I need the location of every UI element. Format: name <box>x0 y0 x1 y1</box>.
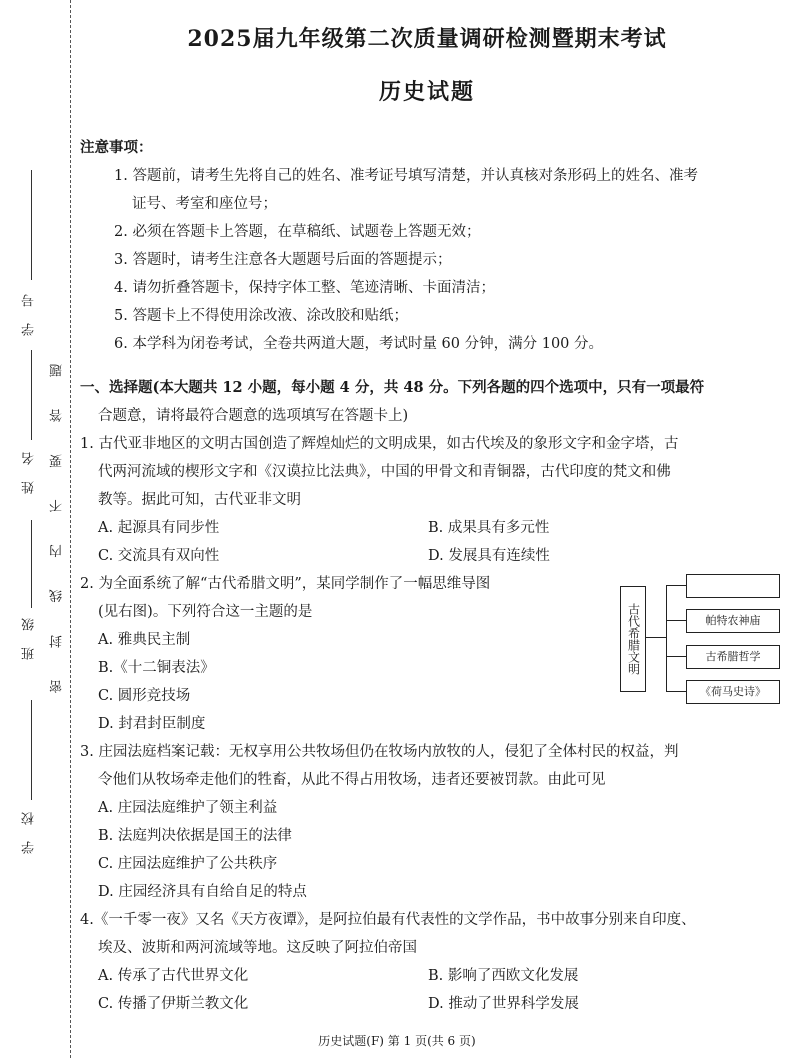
mind-map-box: 帕特农神庙 <box>686 609 780 633</box>
mind-map-blank-box <box>686 574 780 598</box>
notice-item: 5. 答题卡上不得使用涂改液、涂改胶和贴纸； <box>114 308 408 324</box>
mind-map-connector <box>666 656 686 657</box>
question-3-stem: 3. 庄园法庭档案记载：无权享用公共牧场但仍在牧场内放牧的人，侵犯了全体村民的权益，判 <box>80 744 679 760</box>
mind-map-connector <box>666 585 686 586</box>
student-id-blank <box>31 170 32 280</box>
seal-dashed-line <box>70 0 71 1058</box>
section-heading: 一、选择题(本大题共 12 小题，每小题 4 分，共 48 分。下列各题的四个选项中，只有一项最符 <box>80 379 705 396</box>
question-1-stem: 教等。据此可知，古代亚非文明 <box>98 492 301 508</box>
question-1-stem: 1. 古代亚非地区的文明古国创造了辉煌灿烂的文明成果，如古代埃及的象形文字和金字塔，古 <box>80 436 679 452</box>
question-4-options-row <box>80 990 780 1018</box>
seal-note: 密 封 线 内 不 要 答 题 <box>50 350 65 693</box>
mind-map-box: 《荷马史诗》 <box>686 680 780 704</box>
school-label: 学 校 <box>22 806 37 855</box>
question-4-options-row <box>80 962 780 990</box>
class-label: 班 级 <box>22 612 37 661</box>
option-b: B. 法庭判决依据是国王的法律 <box>98 828 292 844</box>
notice-item: 证号、考室和座位号； <box>132 196 277 212</box>
name-label: 姓 名 <box>22 446 37 495</box>
school-blank <box>31 700 32 800</box>
option-a: A. 传承了古代世界文化 <box>98 968 249 984</box>
name-blank <box>31 350 32 440</box>
question-1-stem: 代两河流域的楔形文字和《汉谟拉比法典》，中国的甲骨文和青铜器，古代印度的梵文和佛 <box>98 464 671 480</box>
option-b: B.《十二铜表法》 <box>98 660 215 676</box>
option-c: C. 圆形竞技场 <box>98 688 191 704</box>
page-title: 2025届九年级第二次质量调研检测暨期末考试 <box>187 26 667 52</box>
question-3-stem: 令他们从牧场牵走他们的牲畜，从此不得占用牧场，违者还要被罚款。由此可见 <box>98 772 606 788</box>
question-1-options-row <box>80 514 780 542</box>
option-d: D. 发展具有连续性 <box>428 548 550 564</box>
notice-item: 6. 本学科为闭卷考试，全卷共两道大题，考试时量 60 分钟，满分 100 分。 <box>114 336 604 352</box>
mind-map-connector <box>666 620 686 621</box>
page-subtitle: 历史试题 <box>378 79 475 105</box>
option-d: D. 封君封臣制度 <box>98 716 206 732</box>
exam-header <box>80 22 774 106</box>
mind-map-center: 古代希腊文明 <box>620 586 646 692</box>
section-heading-cont: 合题意，请将最符合题意的选项填写在答题卡上) <box>98 408 409 424</box>
option-c: C. 交流具有双向性 <box>98 548 220 564</box>
mind-map-box: 古希腊哲学 <box>686 645 780 669</box>
notice-item: 1. 答题前，请考生先将自己的姓名、准考证号填写清楚，并认真核对条形码上的姓名、准考 <box>114 168 698 184</box>
option-c: C. 传播了伊斯兰教文化 <box>98 996 249 1012</box>
page-footer: 历史试题(F) 第 1 页(共 6 页) <box>318 1034 476 1048</box>
option-b: B. 影响了西欧文化发展 <box>428 968 579 984</box>
mind-map-connector <box>666 691 686 692</box>
notice-item: 4. 请勿折叠答题卡，保持字体工整、笔迹清晰、卡面清洁； <box>114 280 495 296</box>
mind-map-diagram <box>620 574 782 702</box>
mind-map-connector <box>666 585 667 691</box>
option-c: C. 庄园法庭维护了公共秩序 <box>98 856 278 872</box>
question-4-stem: 埃及、波斯和两河流域等地。这反映了阿拉伯帝国 <box>98 940 417 956</box>
option-a: A. 庄园法庭维护了领主利益 <box>98 800 278 816</box>
option-a: A. 雅典民主制 <box>98 632 191 648</box>
notice-item: 3. 答题时，请考生注意各大题题号后面的答题提示； <box>114 252 452 268</box>
option-b: B. 成果具有多元性 <box>428 520 550 536</box>
option-a: A. 起源具有同步性 <box>98 520 220 536</box>
class-blank <box>31 520 32 608</box>
option-d: D. 庄园经济具有自给自足的特点 <box>98 884 307 900</box>
question-2-stem: (见右图)。下列符合这一主题的是 <box>98 604 313 620</box>
question-4-stem: 4.《一千零一夜》又名《天方夜谭》，是阿拉伯最有代表性的文学作品，书中故事分别来自印度、 <box>80 912 696 928</box>
option-d: D. 推动了世界科学发展 <box>428 996 579 1012</box>
notice-heading: 注意事项： <box>80 139 153 156</box>
notice-item: 2. 必须在答题卡上答题，在草稿纸、试题卷上答题无效； <box>114 224 481 240</box>
student-id-label: 学 号 <box>22 288 37 337</box>
mind-map-connector <box>645 637 666 638</box>
question-2-stem: 2. 为全面系统了解“古代希腊文明”，某同学制作了一幅思维导图 <box>80 576 491 592</box>
question-1-options-row <box>80 542 780 570</box>
